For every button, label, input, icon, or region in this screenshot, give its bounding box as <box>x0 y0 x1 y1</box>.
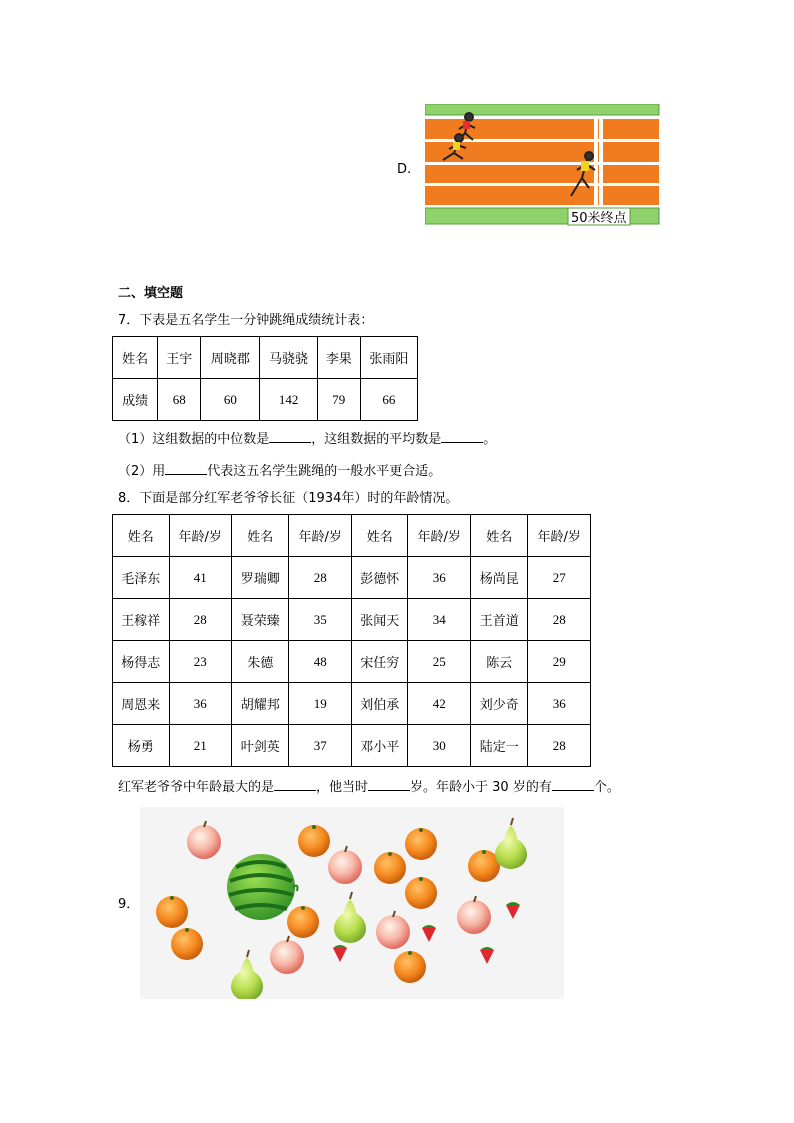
q7-sub2 <box>118 460 441 481</box>
q8-name-cell: 彭德怀 <box>351 557 408 599</box>
orange <box>171 928 203 960</box>
orange <box>405 877 437 909</box>
q8-age-cell: 27 <box>528 557 591 599</box>
q8-name-cell: 杨勇 <box>113 725 170 767</box>
q8-stem: 8．下面是部分红军老爷爷长征（1934年）时的年龄情况。 <box>118 491 459 506</box>
q7-sub1-text-c: 。 <box>483 432 497 447</box>
q8-age-cell: 19 <box>289 683 351 725</box>
q8-age-cell: 34 <box>408 599 470 641</box>
orange <box>156 896 188 928</box>
q8-table <box>112 514 591 767</box>
q8-age-cell: 36 <box>528 683 591 725</box>
table-row <box>113 641 591 683</box>
q7-header-cell: 张雨阳 <box>360 337 417 379</box>
q8-name-cell: 杨得志 <box>113 641 170 683</box>
q8-count-blank[interactable] <box>552 776 594 791</box>
q8-header-cell: 姓名 <box>231 515 289 557</box>
q7-header-cell: 姓名 <box>113 337 158 379</box>
q8-age-cell: 29 <box>528 641 591 683</box>
q7-sub1-text-b: ，这组数据的平均数是 <box>311 432 442 447</box>
table-row <box>113 683 591 725</box>
q8-name-cell: 胡耀邦 <box>231 683 289 725</box>
q8-name-cell: 叶剑英 <box>231 725 289 767</box>
orange <box>394 951 426 983</box>
q8-header-cell: 姓名 <box>113 515 170 557</box>
q8-age-cell: 28 <box>528 599 591 641</box>
q7-header-cell: 周晓郡 <box>201 337 260 379</box>
section-title: 二、填空题 <box>118 286 184 301</box>
q7-score-cell: 66 <box>360 379 417 421</box>
q8-age-cell: 28 <box>169 599 231 641</box>
q8-age-cell: 37 <box>289 725 351 767</box>
q8-age-cell: 28 <box>289 557 351 599</box>
q8-age-cell: 48 <box>289 641 351 683</box>
q8-age-cell: 36 <box>169 683 231 725</box>
q7-sub2-text-b: 代表这五名学生跳绳的一般水平更合适。 <box>207 464 442 479</box>
q7-sub1-text-a: （1）这组数据的中位数是 <box>118 432 270 447</box>
orange <box>298 825 330 857</box>
table-row <box>113 599 591 641</box>
q8-text-c: 岁。年龄小于 30 岁的有 <box>410 780 552 795</box>
orange <box>287 906 319 938</box>
table-row <box>113 725 591 767</box>
q8-age-cell: 42 <box>408 683 470 725</box>
q8-header-cell: 年龄/岁 <box>289 515 351 557</box>
q8-question <box>118 776 620 797</box>
option-d-label: D. <box>397 162 412 177</box>
q8-name-cell: 陈云 <box>470 641 528 683</box>
q7-mean-blank[interactable] <box>441 428 483 443</box>
q7-median-blank[interactable] <box>269 428 311 443</box>
q8-age-cell: 21 <box>169 725 231 767</box>
q7-row-label: 成绩 <box>113 379 158 421</box>
q7-header-cell: 王宇 <box>158 337 201 379</box>
table-row <box>113 557 591 599</box>
q7-measure-blank[interactable] <box>165 460 207 475</box>
q8-oldest-blank[interactable] <box>274 776 316 791</box>
q7-sub1 <box>118 428 496 449</box>
q7-score-cell: 60 <box>201 379 260 421</box>
q8-age-cell: 35 <box>289 599 351 641</box>
orange <box>374 852 406 884</box>
q7-header-cell: 李果 <box>317 337 360 379</box>
q8-text-b: ，他当时 <box>316 780 369 795</box>
q8-name-cell: 宋任穷 <box>351 641 408 683</box>
q8-name-cell: 陆定一 <box>470 725 528 767</box>
q8-name-cell: 邓小平 <box>351 725 408 767</box>
q8-name-cell: 聂荣臻 <box>231 599 289 641</box>
q8-name-cell: 王稼祥 <box>113 599 170 641</box>
fruit-figure <box>140 807 564 999</box>
q8-name-cell: 杨尚昆 <box>470 557 528 599</box>
q8-header-cell: 姓名 <box>351 515 408 557</box>
q7-score-cell: 68 <box>158 379 201 421</box>
finish-line-label: 50米终点 <box>571 211 627 226</box>
q8-age-cell: 30 <box>408 725 470 767</box>
q7-table <box>112 336 418 421</box>
q8-name-cell: 朱德 <box>231 641 289 683</box>
q8-name-cell: 王首道 <box>470 599 528 641</box>
q8-age-cell: 36 <box>408 557 470 599</box>
q8-name-cell: 周恩来 <box>113 683 170 725</box>
q8-age-cell: 25 <box>408 641 470 683</box>
q8-age-cell: 28 <box>528 725 591 767</box>
q9-label: 9． <box>118 897 140 912</box>
running-track-figure <box>425 104 661 226</box>
q8-age-cell: 41 <box>169 557 231 599</box>
q8-text-a: 红军老爷爷中年龄最大的是 <box>118 780 275 795</box>
q7-score-cell: 79 <box>317 379 360 421</box>
q8-header-cell: 年龄/岁 <box>528 515 591 557</box>
q7-score-cell: 142 <box>260 379 317 421</box>
q8-name-cell: 罗瑞卿 <box>231 557 289 599</box>
q7-stem: 7．下表是五名学生一分钟跳绳成绩统计表： <box>118 313 374 328</box>
q8-age-cell: 23 <box>169 641 231 683</box>
orange <box>405 828 437 860</box>
q8-name-cell: 毛泽东 <box>113 557 170 599</box>
q7-sub2-text-a: （2）用 <box>118 464 166 479</box>
q8-name-cell: 张闻天 <box>351 599 408 641</box>
q8-name-cell: 刘伯承 <box>351 683 408 725</box>
q8-header-cell: 年龄/岁 <box>169 515 231 557</box>
q8-text-d: 个。 <box>593 780 620 795</box>
q8-name-cell: 刘少奇 <box>470 683 528 725</box>
q7-header-cell: 马骁骁 <box>260 337 317 379</box>
q8-age-blank[interactable] <box>368 776 410 791</box>
q8-header-cell: 姓名 <box>470 515 528 557</box>
q8-header-cell: 年龄/岁 <box>408 515 470 557</box>
